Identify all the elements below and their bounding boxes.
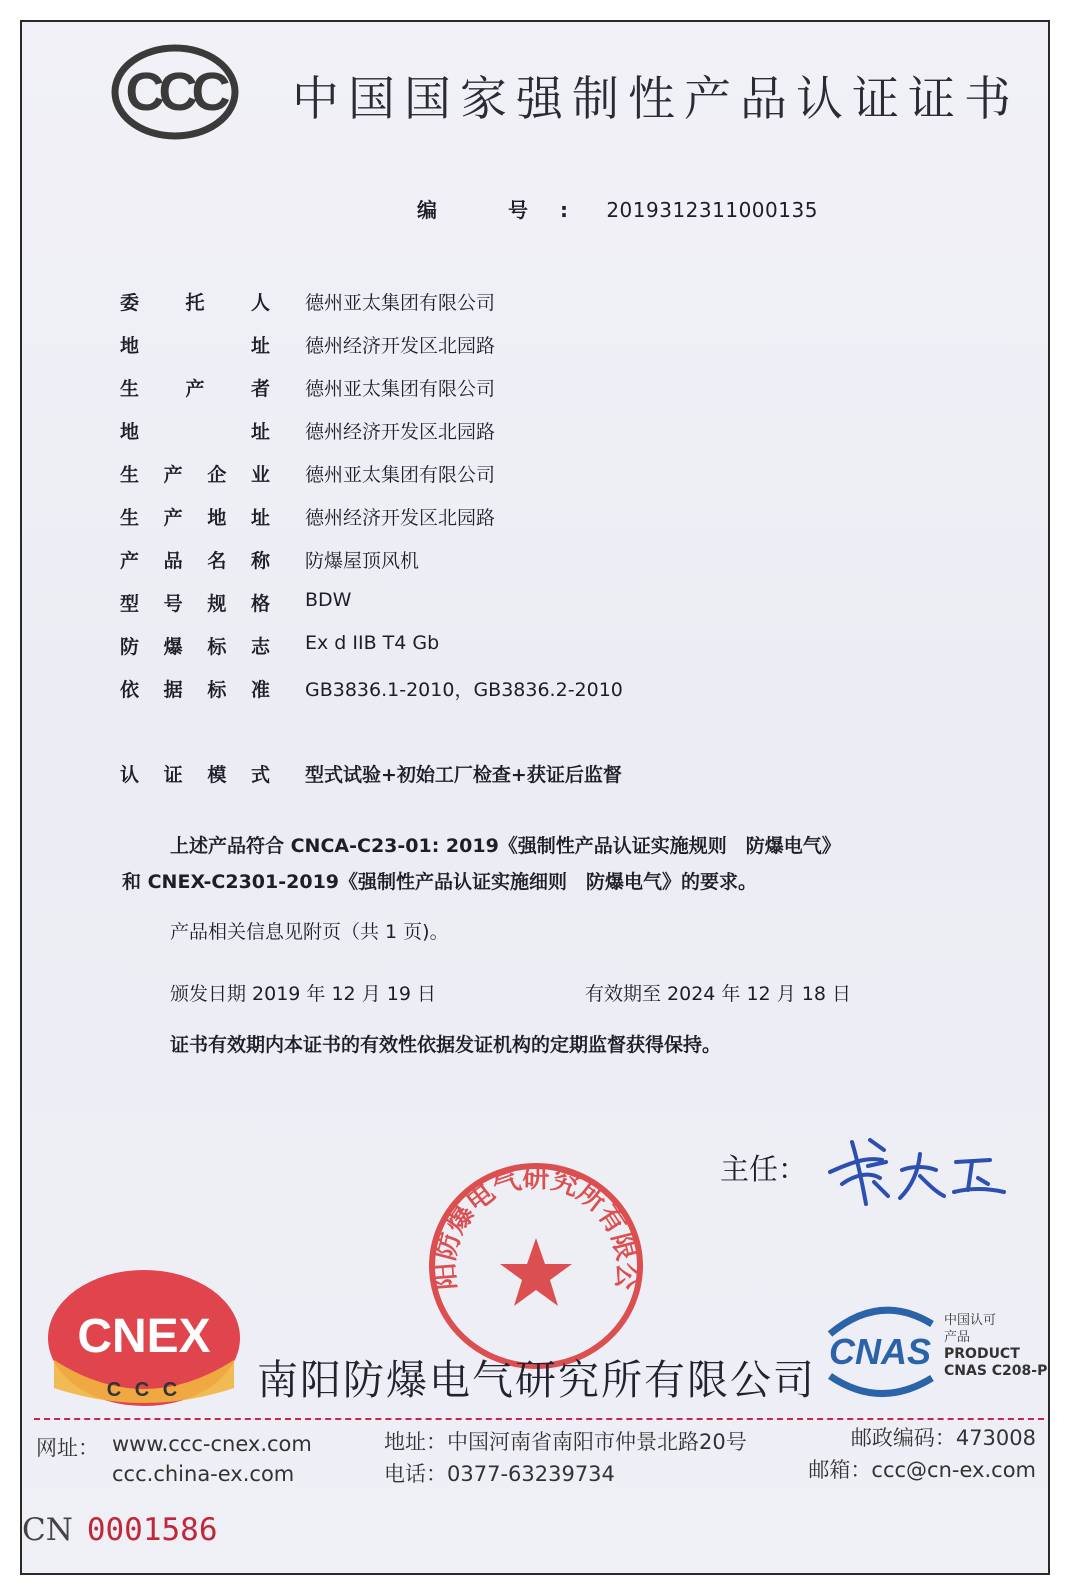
cnas-line: CNAS C208-P [944, 1363, 1048, 1379]
svg-text:南阳防爆电气研究所有限公司: 阳防爆电气研究所有限公 [429, 1163, 643, 1291]
svg-text:CNAS: CNAS [828, 1331, 932, 1372]
cnas-line: PRODUCT [944, 1346, 1020, 1362]
field-row [120, 589, 820, 632]
field-label-char: 企 [207, 464, 227, 486]
field-label-char: 品 [163, 550, 183, 572]
serial-number [22, 1512, 218, 1548]
field-label-char: 委 [120, 292, 140, 314]
field-label-char: 名 [207, 550, 227, 572]
cnas-line: 中国认可 [944, 1313, 997, 1328]
field-label [120, 760, 270, 787]
certificate [20, 20, 1050, 1575]
field-row [120, 288, 820, 331]
field-label-char: 产 [185, 378, 205, 400]
compliance-statement [122, 828, 982, 900]
svg-text:C C C: C C C [106, 1379, 182, 1401]
field-label-char: 址 [250, 421, 270, 443]
field-label-char: 爆 [163, 636, 183, 658]
field-label-char: 生 [120, 464, 140, 486]
serial-prefix: CN [22, 1512, 73, 1548]
email[interactable]: 邮箱：ccc@cn-ex.com [808, 1458, 1036, 1482]
field-label-char: 称 [250, 550, 270, 572]
certificate-title: 中国国家强制性产品认证证书 [292, 72, 1020, 127]
field-value: Ex d IIB T4 Gb [305, 632, 440, 654]
field-value: 德州经济开发区北园路 [305, 421, 496, 443]
field-label [120, 374, 270, 401]
svg-text:CNEX: CNEX [77, 1310, 211, 1363]
address: 地址：中国河南省南阳市仲景北路20号 [384, 1430, 747, 1454]
field-label-char: 志 [250, 636, 270, 658]
field-label [120, 589, 270, 616]
footer-divider [34, 1418, 1044, 1420]
field-label-char: 防 [120, 636, 140, 658]
statement-line-1: 上述产品符合 CNCA-C23-01: 2019《强制性产品认证实施规则 防爆电气》 [170, 835, 841, 857]
field-label [120, 503, 270, 530]
field-value: 德州亚太集团有限公司 [305, 378, 496, 400]
field-label-char: 者 [250, 378, 270, 400]
issue-date: 颁发日期 2019 年 12 月 19 日 [170, 983, 436, 1005]
phone: 电话：0377-63239734 [384, 1462, 615, 1486]
field-label-char: 格 [250, 593, 270, 615]
field-label-char: 准 [250, 679, 270, 701]
field-label [120, 632, 270, 659]
serial-value: 0001586 [86, 1512, 218, 1548]
postcode: 邮政编码：473008 [850, 1426, 1036, 1450]
certificate-number-label: 编 号: [417, 198, 600, 222]
field-value: 德州亚太集团有限公司 [305, 464, 496, 486]
field-label-char: 生 [120, 507, 140, 529]
field-row [120, 460, 820, 503]
field-value: 防爆屋顶风机 [305, 550, 420, 572]
field-row [120, 374, 820, 417]
field-label-char: 产 [120, 550, 140, 572]
website-link-2[interactable]: ccc.china-ex.com [112, 1462, 295, 1486]
field-value: GB3836.1-2010，GB3836.2-2010 [305, 679, 623, 701]
field-label-char: 规 [207, 593, 227, 615]
ccc-logo [110, 42, 240, 142]
field-label-char: 地 [120, 335, 140, 357]
field-row [120, 503, 820, 546]
field-label-char: 产 [163, 464, 183, 486]
field-label-char: 式 [250, 764, 270, 786]
field-label-char: 认 [120, 764, 140, 786]
field-label-char: 模 [207, 764, 227, 786]
field-row [120, 417, 820, 460]
official-seal [426, 1160, 646, 1372]
field-row [120, 546, 820, 589]
field-label [120, 546, 270, 573]
statement-line-2: 和 CNEX-C2301-2019《强制性产品认证实施细则 防爆电气》的要求。 [122, 871, 758, 893]
field-label-char: 证 [163, 764, 183, 786]
field-label-char: 据 [163, 679, 183, 701]
organization-name: 南阳防爆电气研究所有限公司 [257, 1356, 816, 1404]
field-label [120, 417, 270, 444]
field-label [120, 675, 270, 702]
certificate-number-value: 2019312311000135 [606, 198, 818, 222]
field-label [120, 460, 270, 487]
field-label-char: 地 [207, 507, 227, 529]
field-label-char: 产 [163, 507, 183, 529]
field-value: 德州经济开发区北园路 [305, 335, 496, 357]
cnex-logo [44, 1268, 244, 1408]
field-label-char: 址 [250, 335, 270, 357]
field-label-char: 号 [163, 593, 183, 615]
field-label-char: 址 [250, 507, 270, 529]
svg-text:CCC: CCC [125, 62, 225, 122]
website-link-1[interactable]: www.ccc-cnex.com [112, 1432, 312, 1456]
field-label-char: 托 [185, 292, 205, 314]
field-value: 德州经济开发区北园路 [305, 507, 496, 529]
field-label-char: 生 [120, 378, 140, 400]
field-label-char: 型 [120, 593, 140, 615]
field-label [120, 331, 270, 358]
field-value: 型式试验+初始工厂检查+获证后监督 [305, 764, 622, 786]
appendix-note: 产品相关信息见附页（共 1 页)。 [170, 921, 449, 943]
field-row [120, 632, 820, 675]
field-label-char: 业 [250, 464, 270, 486]
field-label-char: 标 [207, 679, 227, 701]
cnas-caption [944, 1312, 1047, 1380]
expire-date: 有效期至 2024 年 12 月 18 日 [585, 983, 851, 1005]
contact-info [32, 1422, 1042, 1502]
field-label [120, 288, 270, 315]
field-label-char: 标 [207, 636, 227, 658]
certificate-number [417, 194, 818, 223]
director-label: 主任： [720, 1152, 808, 1186]
certificate-fields [120, 288, 820, 803]
field-row [120, 675, 820, 718]
field-label-char: 依 [120, 679, 140, 701]
website-label: 网址： [36, 1436, 99, 1460]
field-value: 德州亚太集团有限公司 [305, 292, 496, 314]
validity-note: 证书有效期内本证书的有效性依据发证机构的定期监督获得保持。 [170, 1034, 722, 1056]
field-row [120, 760, 820, 803]
field-label-char: 地 [120, 421, 140, 443]
field-row [120, 331, 820, 374]
field-label-char: 人 [250, 292, 270, 314]
cnas-line: 产品 [944, 1330, 971, 1345]
director-signature [822, 1122, 1012, 1212]
field-value: BDW [305, 589, 352, 611]
